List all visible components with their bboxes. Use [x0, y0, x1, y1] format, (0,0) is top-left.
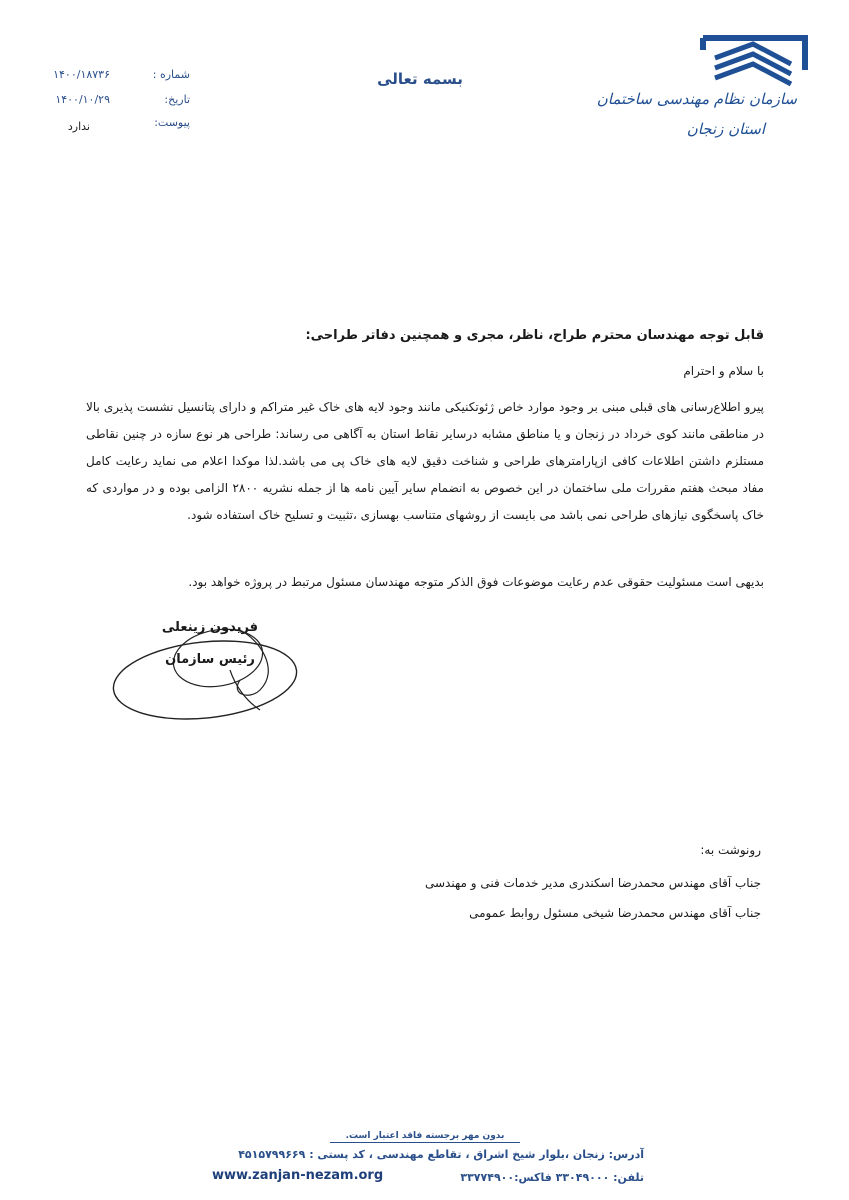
- org-name-line1: سازمان نظام مهندسی ساختمان: [596, 90, 797, 108]
- cc-item: جناب آقای مهندس محمدرضا اسکندری مدیر خدمات فنی و مهندسی: [424, 876, 761, 890]
- attachment-value: ندارد: [67, 120, 90, 133]
- date-label: تاریخ:: [164, 93, 190, 106]
- footer-address: آدرس: زنجان ،بلوار شیخ اشراق ، تقاطع مهندسی ، کد پستی : ۴۵۱۵۷۹۹۶۶۹: [238, 1148, 644, 1161]
- number-label: شماره :: [152, 68, 190, 81]
- letter-paragraph-1: پیرو اطلاع‌رسانی های قبلی مبنی بر وجود موارد خاص ژئوتکنیکی مانند وجود لایه های خاک غیر متراکم و دارای پتانسیل نشست پذیری بالا در مناطقی مانند کوی خرداد در زنجان و یا مناطق مشابه درسایر نقاط استان به آگاهی می رساند: طراحی هر نوع سازه در چنین نقاطی مستلزم داشتن اطلاعات کافی ازپارامترهای طراحی و شناخت دقیق لایه های خاک پی می باشد.لذا موکدا اعلام می نماید رعایت کامل مفاد مبحث هفتم مقررات ملی ساختمان در این خصوص به انضمام سایر آیین نامه ها از جمله نشریه ۲۸۰۰ الزامی بوده و در مواردی که خاک پاسخگوی نیازهای طراحی نمی باشد می بایست از روشهای متناسب بهسازی ،تثبیت و تسلیح خاک استفاده شود.: [86, 400, 764, 522]
- letter-greeting: با سلام و احترام: [683, 364, 764, 378]
- attachment-label: پیوست:: [154, 116, 190, 129]
- footer-website-link[interactable]: www.zanjan-nezam.org: [212, 1168, 384, 1183]
- number-value: ۱۴۰۰/۱۸۷۳۶: [53, 68, 110, 81]
- cc-item: جناب آقای مهندس محمدرضا شیخی مسئول روابط عمومی: [469, 906, 761, 920]
- building-logo-icon: [695, 28, 845, 88]
- org-name-line2: استان زنجان: [686, 120, 765, 138]
- date-value: ۱۴۰۰/۱۰/۲۹: [55, 93, 110, 106]
- bismillah-heading: بسمه تعالی: [377, 70, 463, 88]
- signatory-title: رئیس سازمان: [165, 652, 255, 667]
- footer-validity-note: بدون مهر برجسته فاقد اعتبار است.: [330, 1131, 520, 1143]
- letter-paragraph-2: بدیهی است مسئولیت حقوقی عدم رعایت موضوعات فوق الذکر متوجه مهندسان مسئول مرتبط در پروژه خواهد بود.: [188, 575, 764, 589]
- footer-phones: تلفن: ۳۳۰۴۹۰۰۰ فاکس:۳۳۷۷۴۹۰۰: [460, 1171, 644, 1184]
- signatory-name: فریدون زینعلی: [161, 620, 259, 635]
- organization-logo: [596, 28, 805, 148]
- letter-recipient: قابل توجه مهندسان محترم طراح، ناظر، مجری و همچنین دفاتر طراحی:: [305, 328, 764, 343]
- cc-label: رونوشت به:: [700, 843, 761, 857]
